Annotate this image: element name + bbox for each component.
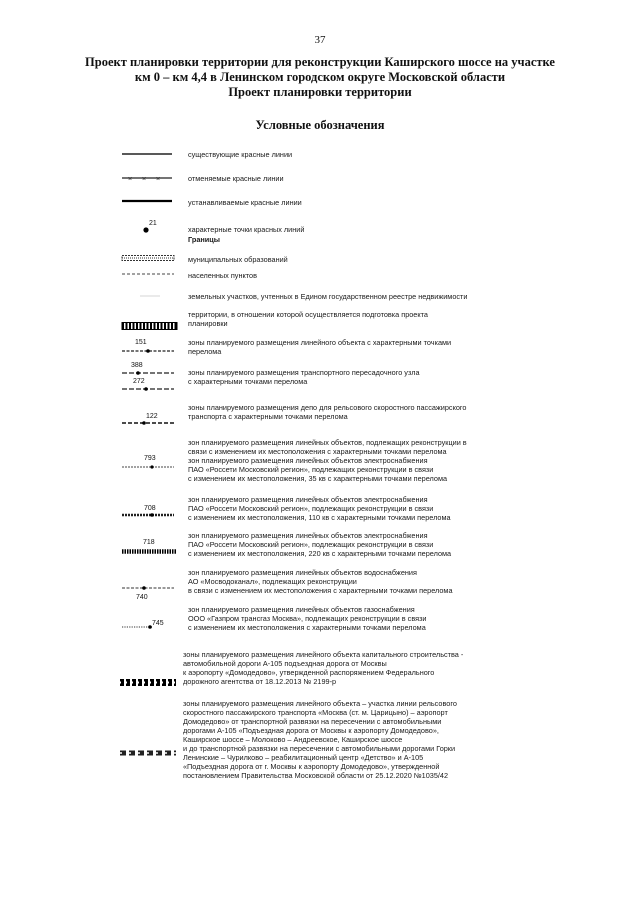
reconstruction-35kv-symbol (122, 464, 174, 470)
borders-subheading: Границы (188, 235, 220, 244)
gas-supply-symbol (122, 624, 154, 630)
page-number: 37 (314, 34, 326, 46)
title-line-3: Проект планировки территории (228, 85, 412, 99)
legend-heading: Условные обозначения (255, 118, 385, 132)
point-number: 708 (144, 505, 156, 512)
cancelled-red-line-symbol (122, 174, 172, 182)
point-number: 151 (135, 339, 147, 346)
rail-line-symbol (120, 749, 176, 757)
transport-hub-symbol-2 (122, 386, 174, 392)
point-number: 21 (149, 220, 157, 227)
legend-text: территории, в отношении которой осуществляется подготовка проекта планировки (188, 310, 428, 328)
linear-object-zone-symbol (122, 348, 174, 354)
transport-hub-symbol (122, 370, 174, 376)
existing-red-line-symbol (122, 150, 172, 158)
point-number: 745 (152, 620, 164, 627)
water-supply-symbol (122, 585, 174, 591)
planning-territory-symbol (122, 322, 177, 330)
legend-text: зоны планируемого размещения линейного объекта капитального строительства - автомобильной дороги А-105 подъездная дорога от Москвы к аэропорту «Домодедово», утвержденной распоряжением Федерального дорожного агентства от 18.12.2013 № 2199-р (183, 650, 464, 686)
reconstruction-110kv-symbol (122, 512, 174, 518)
land-plot-border-symbol (140, 292, 160, 300)
established-red-line-symbol (122, 197, 172, 205)
legend-text: земельных участков, учтенных в Едином государственном реестре недвижимости (188, 292, 468, 301)
point-number: 740 (136, 594, 148, 601)
legend-text: зоны планируемого размещения депо для рельсового скоростного пассажирского транспорта с характерными точками перелома (188, 403, 467, 421)
legend-text: устанавливаемые красные линии (188, 198, 302, 207)
legend-text: существующие красные линии (188, 150, 293, 159)
legend-text: муниципальных образований (188, 255, 288, 264)
legend-text: зоны планируемого размещения транспортного пересадочного узла с характерными точками перелома (188, 368, 420, 386)
reconstruction-220kv-symbol (122, 548, 177, 555)
legend-text: характерные точки красных линий (188, 225, 305, 234)
point-number: 388 (131, 362, 143, 369)
municipal-border-symbol (122, 254, 174, 262)
legend-text: зоны планируемого размещения линейного объекта – участка линии рельсового скоростного пассажирского транспорта «Москва (ст. м. Царицыно) – аэропорт Домодедово» от транспортной развязки на пересечении с автомобильными дорогами А-105 «Подъездная дорога от Москвы к аэропорту Домодедово», Каширское шоссе – Молоково – Андреевское, Каширское шоссе и до транспортной развязки на пересечении с автомобильными дорогами Горки Ленинские – Чурилково – реабилитационный центр «Детство» и А-105 «Подъездная дорога от г. Москвы к аэропорту Домодедово», утвержденной постановлением Правительства Московской области от 25.12.2020 №1035/42 (183, 699, 457, 780)
svg-text:×: × (142, 176, 147, 183)
title-line-2: км 0 – км 4,4 в Ленинском городском округе Московской области (134, 70, 506, 84)
legend-text: отменяемые красные линии (188, 174, 284, 183)
point-number: 122 (146, 413, 158, 420)
legend-text: зон планируемого размещения линейных объектов водоснабжения АО «Мосводоканал», подлежащих реконструкции в связи с изменением их местоположения с характерными точками перелома (188, 568, 453, 595)
svg-text:×: × (156, 176, 161, 183)
point-number: 793 (144, 455, 156, 462)
point-number: 272 (133, 378, 145, 385)
svg-text:×: × (128, 176, 133, 183)
legend-text: населенных пунктов (188, 271, 257, 280)
legend-text: зоны планируемого размещения линейного объекта с характерными точками перелома (188, 338, 452, 356)
settlement-border-symbol (122, 270, 174, 278)
legend-text: зон планируемого размещения линейных объектов, подлежащих реконструкции в связи с изменением их местоположения с характерными точками перелома зон планируемого размещения линейных объектов электроснабжения ПАО «Россети Московский регион», подлежащих реконструкции в связи с изменением их местоположения, 35 кв с характерными точками перелома (188, 438, 467, 483)
legend-text: зон планируемого размещения линейных объектов электроснабжения ПАО «Россети Московский регион», подлежащих реконструкции в связи с изменением их местоположения, 220 кв с характерными точками перелома (188, 531, 452, 558)
title-line-1: Проект планировки территории для реконструкции Каширского шоссе на участке (85, 55, 555, 69)
legend-text: зон планируемого размещения линейных объектов электроснабжения ПАО «Россети Московский регион», подлежащих реконструкции в связи с изменением их местоположения, 110 кв с характерными точками перелома (188, 495, 451, 522)
legend-text: зон планируемого размещения линейных объектов газоснабжения ООО «Газпром трансгаз Москва», подлежащих реконструкции в связи с изменением их местоположения с характерными точками перелома (188, 605, 427, 632)
highway-a105-symbol (120, 678, 176, 687)
document-title (40, 55, 600, 100)
point-number: 718 (143, 539, 155, 546)
